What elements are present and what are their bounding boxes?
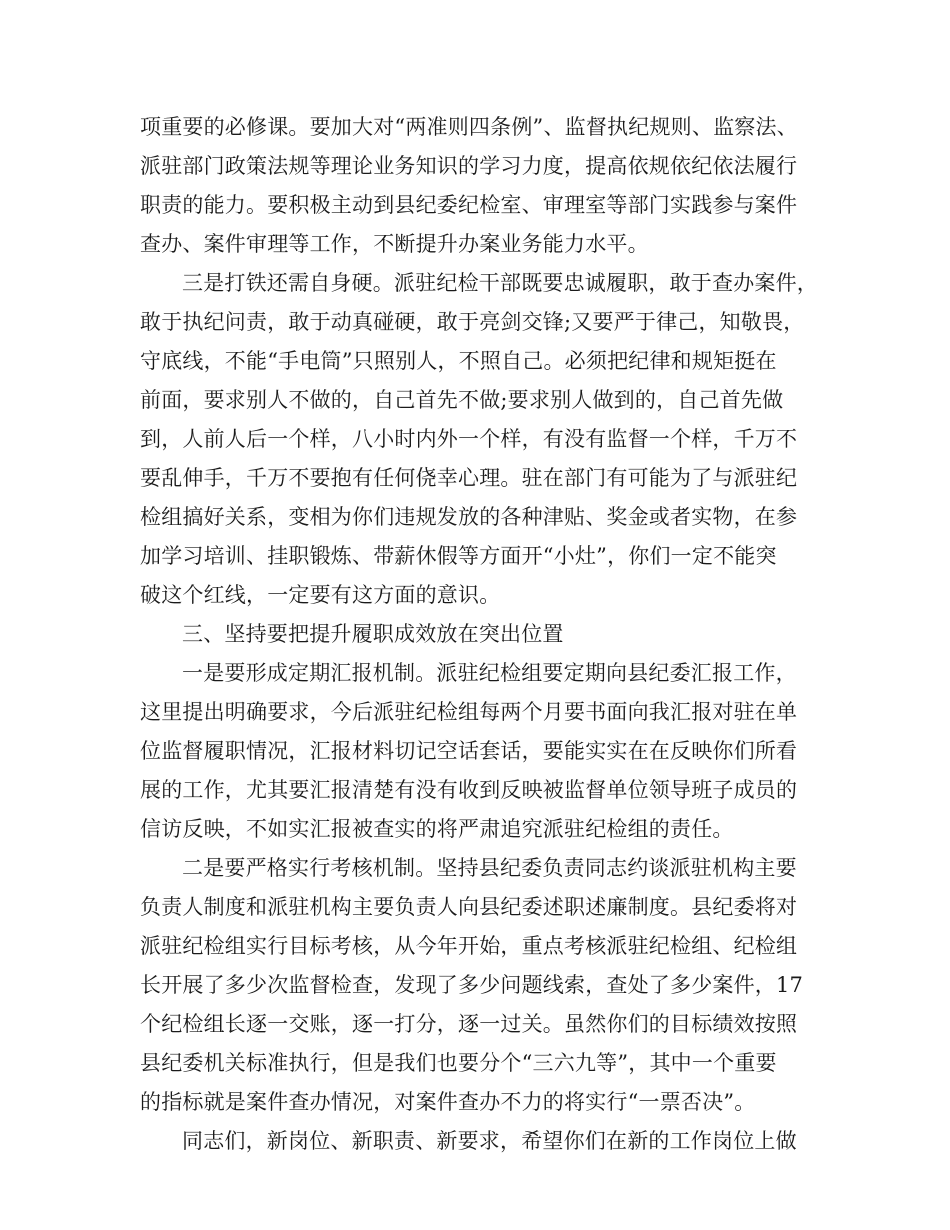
text-line: 派驻纪检组实行目标考核，从今年开始，重点考核派驻纪检组、纪检组 [140,934,798,958]
text-line: 守底线，不能“手电筒”只照别人，不照自己。必须把纪律和规矩挺在 [140,349,777,373]
text-line: 要乱伸手，千万不要抱有任何侥幸心理。驻在部门有可能为了与派驻纪 [140,466,798,490]
text-line: 职责的能力。要积极主动到县纪委纪检室、审理室等部门实践参与案件 [140,193,798,217]
text-line: 负责人制度和派驻机构主要负责人向县纪委述职述廉制度。县纪委将对 [140,895,798,919]
text-line: 前面，要求别人不做的，自己首先不做;要求别人做到的，自己首先做 [140,388,784,412]
text-line: 查办、案件审理等工作，不断提升办案业务能力水平。 [140,232,649,256]
document-body [140,108,830,1161]
text-line: 县纪委机关标准执行，但是我们也要分个“三六九等”，其中一个重要 [140,1051,777,1075]
text-line: 位监督履职情况，汇报材料切记空话套话，要能实实在在反映你们所看 [140,739,798,763]
text-line: 同志们，新岗位、新职责、新要求，希望你们在新的工作岗位上做 [182,1129,797,1153]
text-line: 一是要形成定期汇报机制。派驻纪检组要定期向县纪委汇报工作， [182,661,797,685]
text-line: 加学习培训、挂职锻炼、带薪休假等方面开“小灶”，你们一定不能突 [140,544,777,568]
text-line: 检组搞好关系，变相为你们违规发放的各种津贴、奖金或者实物，在参 [140,505,798,529]
text-line: 三、坚持要把提升履职成效放在突出位置 [182,622,564,646]
text-line: 破这个红线，一定要有这方面的意识。 [140,583,501,607]
text-line: 二是要严格实行考核机制。坚持县纪委负责同志约谈派驻机构主要 [182,856,797,880]
text-line: 三是打铁还需自身硬。派驻纪检干部既要忠诚履职，敢于查办案件， [182,271,818,295]
text-line: 这里提出明确要求，今后派驻纪检组每两个月要书面向我汇报对驻在单 [140,700,798,724]
text-line: 敢于执纪问责，敢于动真碰硬，敢于亮剑交锋;又要严于律己，知敬畏， [140,310,805,334]
text-line: 到，人前人后一个样，八小时内外一个样，有没有监督一个样，千万不 [140,427,798,451]
text-line: 个纪检组长逐一交账，逐一打分，逐一过关。虽然你们的目标绩效按照 [140,1012,798,1036]
text-line: 展的工作，尤其要汇报清楚有没有收到反映被监督单位领导班子成员的 [140,778,798,802]
text-line: 项重要的必修课。要加大对“两准则四条例”、监督执纪规则、监察法、 [140,115,798,139]
text-line: 长开展了多少次监督检查，发现了多少问题线索，查处了多少案件，17 [140,973,804,997]
text-line: 派驻部门政策法规等理论业务知识的学习力度，提高依规依纪依法履行 [140,154,798,178]
text-line: 的指标就是案件查办情况，对案件查办不力的将实行“一票否决”。 [140,1090,756,1114]
text-line: 信访反映，不如实汇报被查实的将严肃追究派驻纪检组的责任。 [140,817,734,841]
